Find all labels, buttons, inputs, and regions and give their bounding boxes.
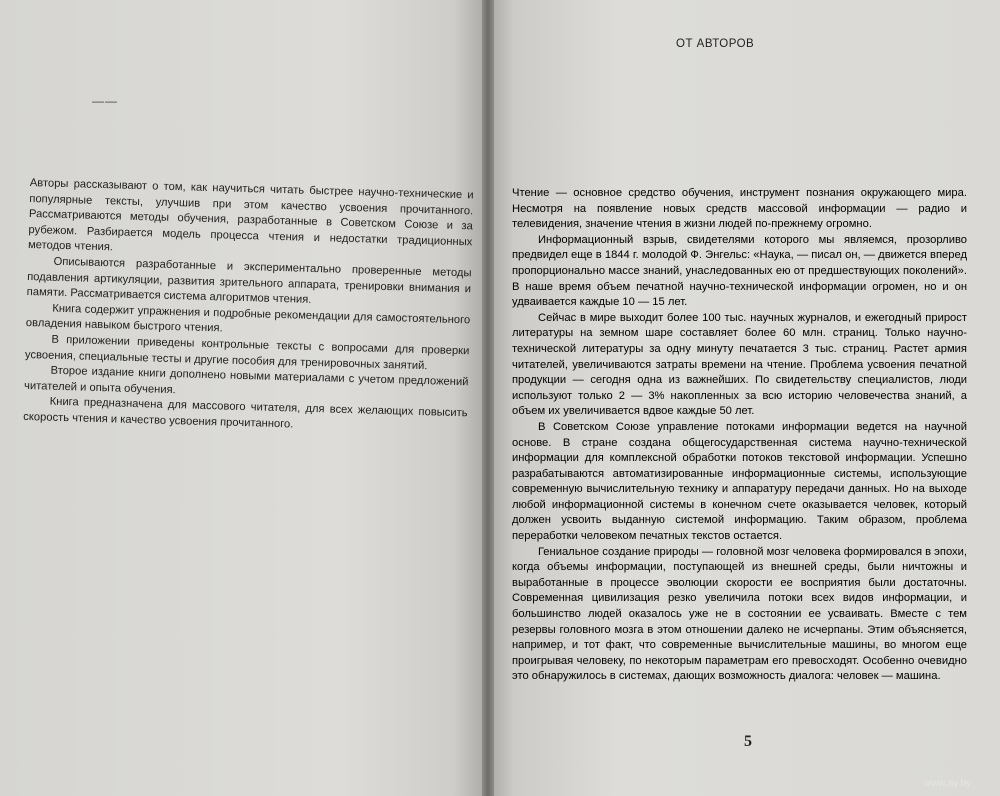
annotation-paragraph: Второе издание книги дополнено новыми материалами с учетом предложений читателей и опыта обучения.: [23, 364, 469, 396]
annotation-text: [23, 176, 474, 438]
left-page: [0, 0, 488, 796]
book-gutter: [482, 0, 494, 796]
watermark: www.ay.by: [924, 778, 972, 789]
annotation-paragraph: Книга предназначена для массового читателя, для всех желающих повысить скорость чтения и качество усвоения прочитанного.: [23, 395, 468, 431]
body-paragraph: Гениальное создание природы — головной мозг человека формировался в эпохи, когда объемы информации, поступающей из внешней среды, были ничтожны и выработанные в процессе эволюции скорости ее восприятия были достаточны. Современная цивилизация резко увеличила потоки всех видов информации, и большинство людей оказалось уже не в состоянии ее усваивать. Вместе с тем резервы головного мозга в этом отношении далеко не исчерпаны. Этим объясняется, например, и тот факт, что современные вычислительные машины, во многом еще проигрывая человеку, по некоторым параметрам его превосходят. Особенно очевидно это обнаружилось в системах, дающих возможность диалога: человек — машина.: [512, 545, 967, 683]
body-paragraph: Чтение — основное средство обучения, инструмент познания окружающего мира. Несмотря на появление новых средств массовой информации — радио и телевидения, значение чтения в жизни людей по-прежнему огромно.: [512, 187, 967, 231]
annotation-paragraph: Авторы рассказывают о том, как научиться читать быстрее научно-технические и популярные тексты, улучшив при этом качество усвоения прочитанного. Рассматриваются методы обучения, разработанные в Советском Союзе и за рубежом. Разбирается модель процесса чтения и недостатки традиционных методов чтения.: [27, 176, 474, 254]
page-number: 5: [744, 733, 752, 750]
body-paragraph: Информационный взрыв, свидетелями которого мы являемся, прозорливо предвидел еще в 1844 г. молодой Ф. Энгельс: «Наука, — писал он, — движется вперед пропорционально массе знаний, унаследованных ею от предшествующих поколений». В наше время объем печатной научно-технической информации огромен, но и он удваивается каждые 10 — 15 лет.: [512, 233, 967, 309]
annotation-paragraph: Описываются разработанные и экспериментально проверенные методы подавления артикуляции, развития зрительного аппарата, тренировки внимания и памяти. Рассматривается система алгоритмов чтения.: [26, 255, 472, 307]
section-title: ОТ АВТОРОВ: [676, 38, 755, 50]
body-paragraph: Сейчас в мире выходит более 100 тыс. научных журналов, и ежегодный прирост литературы на земном шаре составляет более 60 млн. страниц. Только научно-технической литературы за одну минуту печатается 3 тыс. страниц. Растет армия читателей, увеличиваются затраты времени на чтение. Проблема усвоения печатной продукции — сегодня одна из важнейших. По свидетельству специалистов, люди используют только 2 — 3% накопленных за всю историю человечества знаний, а объем их увеличивается вдвое каждые 50 лет.: [512, 311, 967, 418]
annotation-paragraph: Книга содержит упражнения и подробные рекомендации для самостоятельного овладения навыком быстрого чтения.: [25, 302, 471, 335]
dash-mark: ——: [92, 94, 118, 108]
body-paragraph: В Советском Союзе управление потоками информации ведется на научной основе. В стране создана общегосударственная система научно-технической информации для комплексной обработки потоков текстовой информации. Успешно разрабатываются автоматизированные информационные системы, использующие современную вычислительную технику и аппаратуру передачи данных. Но на выходе любой информационной системы в конечном счете оказывается человек, который должен усвоить выданную системой информацию. Таким образом, проблема переработки человеком печатных текстов остается.: [512, 420, 967, 543]
body-text: [512, 186, 967, 685]
annotation-paragraph: В приложении приведены контрольные тексты с вопросами для проверки усвоения, специальные тесты и другие пособия для тренировочных занятий.: [24, 333, 470, 372]
